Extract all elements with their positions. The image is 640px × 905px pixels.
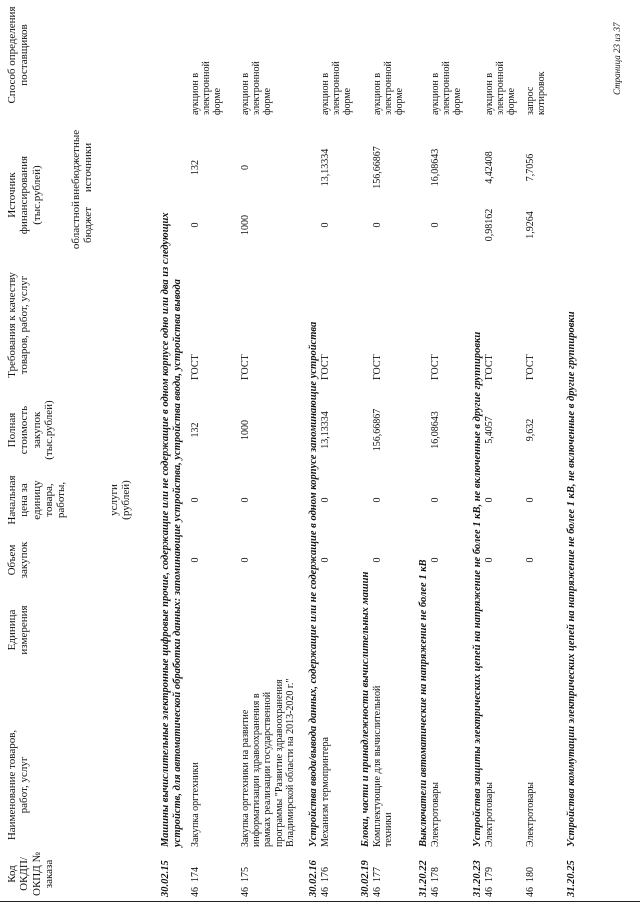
group-title: Устройства защиты электрических цепей на напряжение не более 1 кВ, не включенные в другие группировки <box>472 331 483 847</box>
header-code: Код ОКДП/ ОКПД № заказа <box>6 852 55 896</box>
row-extra: 13,13334 <box>320 148 331 187</box>
row-total: 9,632 <box>525 418 536 442</box>
row-number: 46 180 <box>525 867 536 897</box>
header-name: Наименование товаров, работ, услуг <box>6 729 31 841</box>
row-volume: 0 <box>484 557 495 563</box>
header-source: Источник финансирования (тыс.рублей) <box>6 155 43 235</box>
row-price: 0 <box>430 497 441 503</box>
row-total: 5,4057 <box>484 416 495 444</box>
row-requirements: ГОСТ <box>190 354 201 380</box>
row-total: 132 <box>190 422 201 438</box>
row-regional: 0 <box>372 222 383 228</box>
group-title: Машины вычислительные электронные цифровые прочие, содержащие или не содержащие в одном корпусе одно или два из следующих <box>160 212 171 847</box>
row-number: 46 174 <box>190 867 201 897</box>
page-number: Страница 23 из 37 <box>612 22 622 95</box>
row-extra: 156,66867 <box>372 146 383 189</box>
row-name: Закупка оргтехники на развитие информатизации здравоохранения в рамках реализации государственной программы "Развитие здравоохранения Владимирской области на 2013-2020 г." <box>240 678 296 847</box>
row-price: 0 <box>240 497 251 503</box>
row-volume: 0 <box>240 557 251 563</box>
group-code: 31.20.22 <box>418 860 429 897</box>
row-method: аукцион в электронной форме <box>320 61 354 115</box>
row-requirements: ГОСТ <box>372 354 383 380</box>
row-extra: 7,7056 <box>525 153 536 182</box>
row-regional: 0 <box>190 222 201 228</box>
row-price: 0 <box>372 497 383 503</box>
row-requirements: ГОСТ <box>484 354 495 380</box>
row-regional: 0 <box>430 222 441 228</box>
row-volume: 0 <box>190 557 201 563</box>
header-requirements: Требования к качеству товаров, работ, услуг <box>6 272 31 378</box>
row-method: запрос котировок <box>525 71 548 115</box>
row-number: 46 176 <box>320 867 331 897</box>
row-total: 1000 <box>240 420 251 440</box>
row-regional: 1000 <box>240 215 251 235</box>
row-name: Комплектующие для вычислительной техники <box>372 685 395 847</box>
group-code: 30.02.16 <box>308 860 319 897</box>
group-code: 30.02.19 <box>360 860 371 897</box>
row-number: 46 178 <box>430 867 441 897</box>
header-source-regional: областной бюджет <box>70 200 95 250</box>
row-total: 156,66867 <box>372 408 383 452</box>
row-name: Закупка оргтехники <box>190 762 201 847</box>
row-extra: 132 <box>190 160 201 175</box>
header-price-unit: услуги (рублей) <box>108 480 133 520</box>
group-title: Устройства ввода/вывода данных, содержащие или не содержащие в одном корпусе запоминающие устройства <box>308 321 319 847</box>
row-name: Электротовары <box>525 782 536 847</box>
row-extra: 4,42408 <box>484 151 495 184</box>
row-volume: 0 <box>525 557 536 563</box>
row-volume: 0 <box>430 557 441 563</box>
group-code: 31.20.23 <box>472 860 483 897</box>
row-method: аукцион в электронной форме <box>484 61 518 115</box>
row-number: 46 177 <box>372 867 383 897</box>
header-method: Способ определения поставщиков <box>6 6 31 104</box>
row-requirements: ГОСТ <box>320 354 331 380</box>
row-total: 16,08643 <box>430 411 441 449</box>
header-source-extra: внебюджетные источники <box>70 129 95 200</box>
header-price: Начальная цена за единицу товара, работы, <box>6 475 68 525</box>
row-volume: 0 <box>320 557 331 563</box>
row-price: 0 <box>320 497 331 503</box>
row-price: 0 <box>525 497 536 503</box>
header-volume: Объем закупок <box>6 541 31 579</box>
group-title-line2: устройств, для автоматической обработки данных: запоминающие устройства, устройства ввода, устройства вывода <box>172 279 183 847</box>
row-price: 0 <box>484 497 495 503</box>
row-name: Электротовары <box>484 782 495 847</box>
row-extra: 0 <box>240 165 251 170</box>
row-volume: 0 <box>372 557 383 563</box>
row-requirements: ГОСТ <box>525 354 536 380</box>
group-title: Выключатели автоматические на напряжение не более 1 кВ <box>418 559 429 847</box>
row-name: Электротовары <box>430 782 441 847</box>
row-method: аукцион в электронной форме <box>240 61 274 115</box>
header-total: Полная стоимость закупок (тыс.рублей) <box>6 400 55 460</box>
row-total: 13,13334 <box>320 411 331 449</box>
group-code: 31.20.25 <box>566 860 577 897</box>
group-title: Устройства коммутации электрических цепей на напряжение не более 1 кВ, не включенные в другие группировки <box>566 311 577 847</box>
header-divider <box>0 901 640 902</box>
row-number: 46 179 <box>484 867 495 897</box>
row-requirements: ГОСТ <box>240 354 251 380</box>
row-number: 46 175 <box>240 867 251 897</box>
row-regional: 0,98162 <box>484 208 495 242</box>
row-regional: 0 <box>320 222 331 228</box>
row-extra: 16,08643 <box>430 148 441 187</box>
row-method: аукцион в электронной форме <box>430 61 464 115</box>
group-title: Блоки, части и принадлежности вычислительных машин <box>360 571 371 847</box>
row-price: 0 <box>190 497 201 503</box>
row-method: аукцион в электронной форме <box>190 61 224 115</box>
row-name: Механизм термопринтера <box>320 737 331 847</box>
row-requirements: ГОСТ <box>430 354 441 380</box>
row-regional: 1,9264 <box>525 211 536 239</box>
group-code: 30.02.15 <box>160 860 171 897</box>
header-unit: Единица измерения <box>6 605 31 655</box>
row-method: аукцион в электронной форме <box>372 61 406 115</box>
